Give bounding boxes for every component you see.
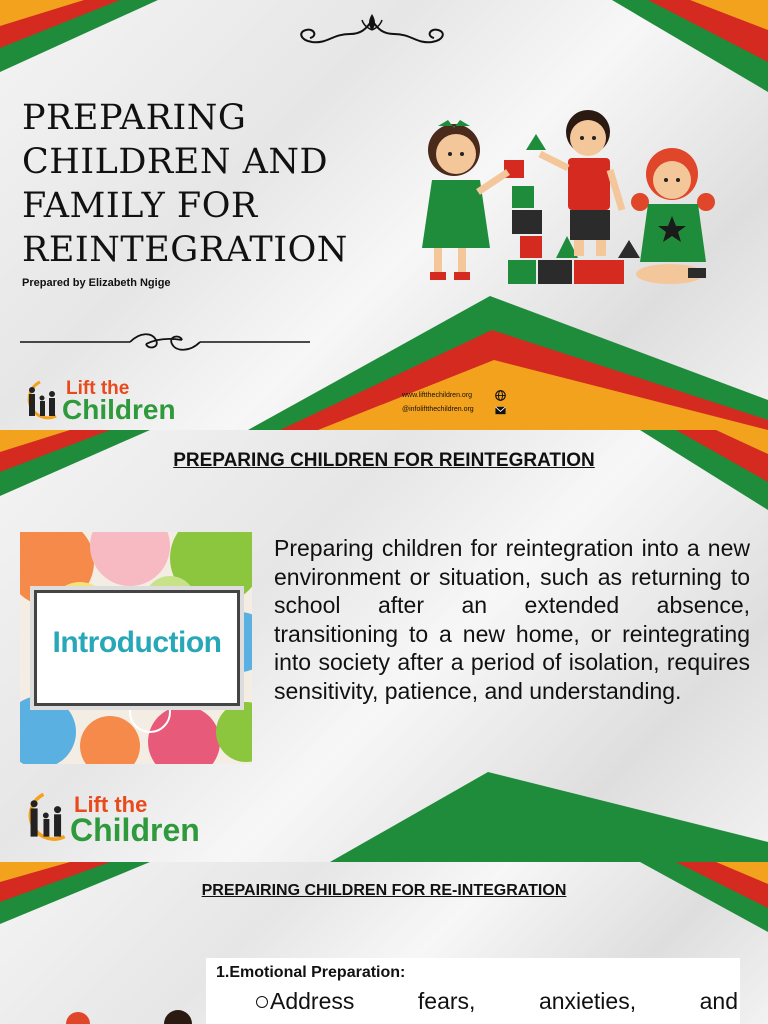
top-flourish-ornament (292, 10, 452, 50)
logo-text-children: Children (62, 394, 176, 425)
children-building-blocks-illustration (408, 98, 718, 290)
introduction-paragraph: Preparing children for reintegration into a new environment or situation, such as returning to school after an extended absence, transitioning to a new home, or reintegrating into society after a period of isolation, requires sensitivity, patience, and understanding. (274, 535, 750, 704)
family-silhouette-icon (22, 792, 72, 846)
family-silhouette-icon (22, 380, 64, 422)
section-title: 1.Emotional Preparation: (216, 964, 406, 981)
logo-text-children: Children (70, 812, 200, 848)
divider-flourish-ornament (20, 330, 310, 354)
introduction-image (20, 532, 252, 764)
bullet-word: and (699, 988, 738, 1014)
logo-text-lift: Lift the (74, 792, 148, 817)
globe-icon (495, 390, 506, 401)
author-byline: Prepared by Elizabeth Ngige (22, 277, 171, 289)
lift-the-children-logo (22, 378, 182, 426)
website-text: www.liftthechildren.org (402, 392, 473, 399)
slide-heading: PREPAIRING CHILDREN FOR RE-INTEGRATION (201, 882, 567, 899)
presentation-title (22, 96, 382, 272)
slide-introduction (0, 430, 768, 862)
introduction-label-box (34, 590, 240, 706)
hollow-bullet-icon (256, 996, 268, 1008)
partial-children-illustration (60, 1004, 200, 1024)
bullet-word: anxieties, (538, 988, 637, 1014)
title-line: PREPARING (22, 98, 247, 138)
bullet-word: fears, (417, 988, 476, 1014)
title-line: REINTEGRATION (22, 230, 348, 270)
title-line: FAMILY FOR (22, 186, 258, 226)
lift-the-children-logo (22, 790, 222, 850)
introduction-label: Introduction (52, 626, 222, 659)
logo-text-lift: Lift the (66, 378, 130, 399)
bullet-text-row (270, 988, 738, 1015)
email-text: @infoliftthechildren.org (402, 406, 474, 413)
envelope-icon (495, 405, 506, 416)
bullet-word: Address (270, 988, 355, 1014)
title-line: CHILDREN AND (22, 142, 329, 182)
slide-heading: PREPARING CHILDREN FOR REINTEGRATION (173, 450, 595, 471)
slide-title (0, 0, 768, 430)
emotional-preparation-card (206, 958, 740, 1024)
slide-emotional-preparation (0, 862, 768, 1024)
